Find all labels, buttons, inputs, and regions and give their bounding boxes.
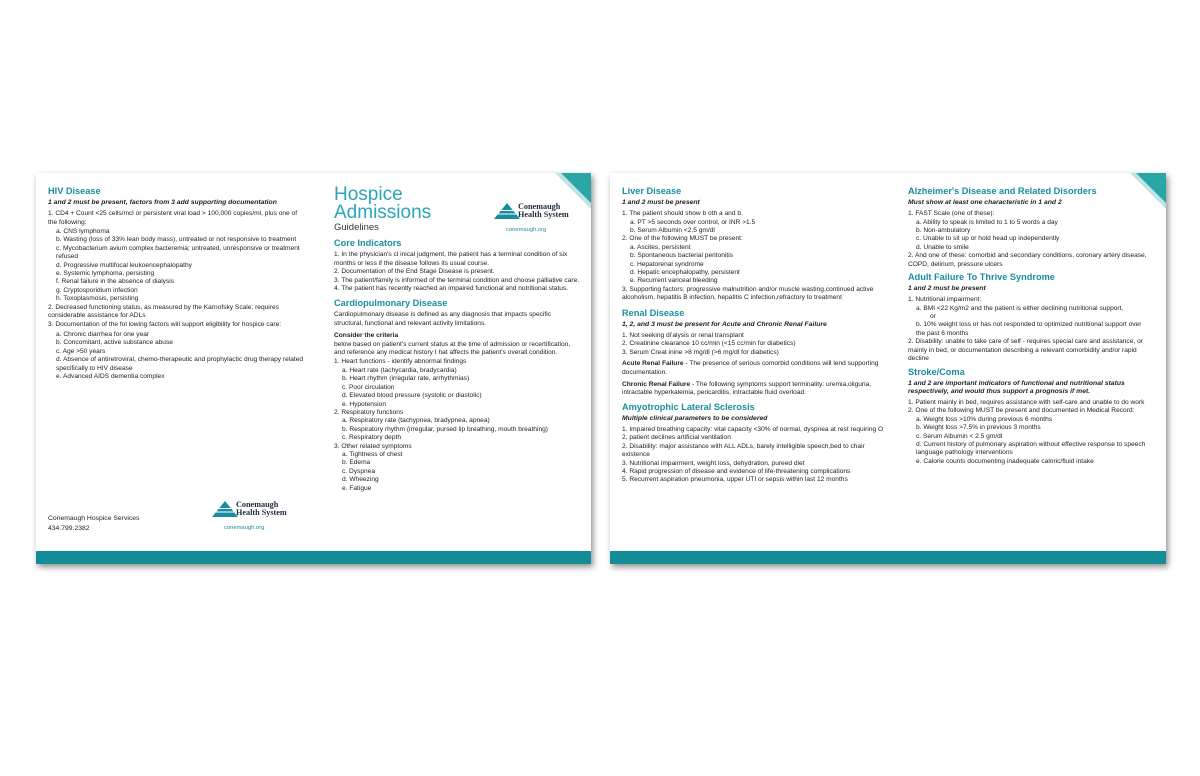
list-item: 5. Recurrent aspiration pneumonia, upper UTI or sepsis within last 12 months	[622, 476, 848, 484]
logo-header	[494, 201, 584, 237]
stroke-item-2-subs	[908, 416, 1148, 466]
list-item: b. Spontaneous bacterial peritonitis	[630, 252, 734, 260]
stroke-item-1: 1. Patient mainly in bed, requires assistance with self-care and unable to do work	[908, 398, 1145, 406]
cardio-intro: Cardiopulmonary disease is defined as any diagnosis that impacts specific structural, functional and relevant activity limitations.	[334, 311, 551, 327]
list-item: f. Renal failure in the absence of dialysis	[56, 278, 175, 286]
card-front	[36, 173, 591, 564]
list-item: c. Unable to sit up or hold head up independently	[916, 235, 1060, 243]
list-item: b. Non-ambulatory	[916, 227, 971, 235]
aft-subtitle: 1 and 2 must be present	[908, 285, 986, 293]
renal-acute-label: Acute Renal Failure	[622, 360, 684, 368]
list-item: b. Concomitant, active substance abuse	[56, 339, 173, 347]
list-item: a. Ascites, persistent	[630, 243, 691, 251]
list-item: g. Cryptosporidium infection	[56, 286, 138, 294]
list-item: d. Current history of pulmonary aspiration without effective response to speech language pathology interventions	[916, 440, 1146, 457]
footer-contact	[48, 514, 139, 534]
list-item: c. Dyspnea	[342, 467, 375, 475]
alz-item-2: 2. And one of these: comorbid and secondary conditions, coronary artery disease, COPD, delirium, pressure ulcers	[908, 252, 1147, 268]
alz-subtitle: Must show at least one characteristic in 1 and 2	[908, 199, 1062, 206]
aft-item-2: 2. Disability: unable to take care of self - requires special care and assistance, or mainly in bed, or documentation describing a relevant comorbidity and/or rapid decline	[908, 338, 1143, 363]
alz-item-1: 1. FAST Scale (one of these):	[908, 210, 995, 218]
list-item: e. Hypotension	[342, 400, 386, 408]
list-item: e. Advanced AIDS dementia complex	[56, 372, 165, 380]
list-item: 4. The patient has recently reached an impaired functional and nutritional status.	[334, 285, 569, 293]
list-item: c. Poor circulation	[342, 383, 395, 391]
renal-chronic-text: - The following symptoms support terminality: uremia,oliguria, intractable hyperkalemia, pericarditis, intractable fluid overload.	[622, 380, 872, 397]
list-item: e. Recurrent variceal bleeding	[630, 277, 718, 285]
list-item: 2. Documentation of the End Stage Disease is present.	[334, 268, 495, 276]
stroke-title: Stroke/Coma	[908, 366, 965, 377]
aft-item-1: 1. Nutritional impairment:	[908, 296, 982, 304]
hiv-item-3: 3. Documentation of the fol lowing factors will support eligibility for hospice care:	[48, 321, 282, 329]
alz-title: Alzheimer's Disease and Related Disorders	[908, 186, 1097, 196]
liver-item-1: 1. The patient should show b oth a and b.	[622, 210, 743, 218]
bottom-bar	[36, 551, 591, 564]
renal-chronic	[622, 381, 884, 398]
cardio-item-3-subs	[334, 451, 580, 493]
als-items	[622, 426, 884, 485]
list-item: 4. Rapid progression of disease and evidence of life-threatening complications	[622, 467, 851, 475]
logo-url[interactable]: conemaugh.org	[224, 525, 265, 531]
list-item: d. Hepatic encephalopathy, persistent	[630, 269, 740, 277]
liver-item-3: 3. Supporting factors: progressive malnutrition and/or muscle wasting,continued active alcoholism, hepatitis B infection, hepatitis C infection,refractory to treatment	[622, 285, 874, 302]
cardio-title: Cardiopulmonary Disease	[334, 298, 448, 309]
list-item: a. Heart rate (tachycardia, bradycardia)	[342, 366, 457, 374]
title-line1: Hospice	[334, 184, 403, 205]
hiv-section	[48, 186, 304, 381]
list-item: d. Unable to smile	[916, 243, 969, 251]
list-item: a. Tightness of chest	[342, 450, 403, 458]
liver-item-2: 2. One of the following MUST be present:	[622, 235, 743, 243]
alz-item-1-subs	[908, 219, 1148, 253]
right-left-column	[622, 186, 884, 485]
cardio-item-1: 1. Heart functions - identify abnormal findings	[334, 358, 467, 366]
list-item: b. Edema	[342, 459, 371, 467]
cardio-criteria-label: Consider the criteria	[334, 332, 399, 340]
list-item: a. Chronic diarrhea for one year	[56, 330, 150, 338]
list-item: b. Wasting (loss of 33% lean body mass), untreated or not responsive to treatment	[56, 236, 297, 244]
list-item: 1. Not seeking di'alysis or renal transplant	[622, 331, 744, 339]
list-item: c. Hepatorenal syndrome	[630, 260, 704, 268]
list-item: 1. In the physician's cl inical judgment, the patient has a terminal condition of six months or less if the disease follows its usual course.	[334, 251, 568, 267]
list-item: c. Respiratory depth	[342, 434, 402, 442]
list-item: a. BMI <22 Kg/m2 and the patient is either declining nutritional support,	[916, 304, 1124, 312]
list-item: b. Weight loss >7.5% in previous 3 months	[916, 424, 1041, 432]
als-subtitle: Multiple clinical parameters to be considered	[622, 414, 768, 422]
hiv-item-3-subs	[48, 331, 304, 381]
list-item: a. Weight loss >10% during previous 6 months	[916, 415, 1053, 423]
cardio-item-1-subs	[334, 367, 580, 409]
footer-phone: 434.799.2382	[48, 525, 90, 532]
hiv-item-1-subs	[48, 228, 304, 304]
cardio-item-2-subs	[334, 417, 580, 442]
list-item: c. Mycobacterium avium complex bacteremia; untreated, unresponsive or treatment refused	[56, 244, 300, 261]
list-item: e. Calorie counts documenting inadequate caloric/fluid intake	[916, 457, 1094, 465]
list-item: e. Fatigue	[342, 484, 372, 492]
renal-acute-text: - The presence of serious comorbid conditions will lend supporting documentation.	[622, 360, 879, 376]
list-item: d. Elevated blood pressure (systolic or diastolic)	[342, 392, 482, 400]
renal-acute	[622, 360, 884, 377]
list-item: d. Wheezing	[342, 476, 379, 484]
list-item: 3. Nutritional impairment, weight loss, dehydration, pureed diet	[622, 459, 805, 467]
list-item: c. Serum Albumin < 2.5 gm/dl	[916, 432, 1003, 440]
renal-items	[622, 332, 884, 357]
logo-name	[518, 203, 569, 220]
list-item: d. Absence of antiretroviral, chemo-therapeutic and prophylactic drug therapy related specifically to HIV disease	[56, 356, 304, 372]
stroke-item-2: 2. One of the following MUST be present and documented in Medical Record:	[908, 407, 1135, 415]
list-item: b. Serum Albumin <2.5 gm/dl	[630, 227, 715, 235]
list-item: b. 10% weight loss or has not responded to optimized nutritional support over the past 6 months	[916, 321, 1142, 337]
cardio-criteria-text: below based on patient's current status at the time of admission or recertification, and reference any medical history t hat affects the patient's overall condition.	[334, 340, 571, 357]
hiv-subtitle: 1 and 2 must be present, factors from 3 add supporting documentation	[48, 199, 277, 206]
list-item: e. Systemic lymphoma, persisting	[56, 270, 155, 278]
liver-item-2-subs	[622, 244, 884, 286]
bottom-bar	[610, 551, 1166, 564]
liver-item-1-subs	[622, 219, 884, 236]
right-right-column	[908, 186, 1148, 466]
core-title: Core Indicators	[334, 238, 402, 249]
logo-mountain-icon	[494, 203, 520, 219]
list-item: 1. Impaired breathing capacity: vital capacity <30% of normal, dyspnea at rest requiring O 2, patient declines artificial ventilation	[622, 425, 884, 442]
title-guidelines: Guidelines	[334, 222, 379, 233]
logo-name-line1: Conemaugh	[518, 202, 561, 211]
list-item: b. Respiratory rhythm (irregular, pursed lip breathing, mouth breathing)	[342, 425, 548, 433]
logo-mountain-icon	[212, 501, 238, 517]
footer-org: Conemaugh Hospice Services	[48, 515, 140, 522]
logo-name	[236, 501, 287, 518]
als-title: Amyotrophic Lateral Sclerosis	[622, 401, 755, 412]
cardio-item-3: 3. Other related symptoms	[334, 442, 412, 450]
list-item: 2. Disability: major assistance with ALL ADLs, barely intelligible speech,bed to chair existence	[622, 442, 865, 459]
cardio-item-2: 2. Respiratory functions	[334, 408, 404, 416]
hiv-title: HIV Disease	[48, 186, 101, 196]
list-item: h. Toxoplasmosis, persisting	[56, 295, 139, 303]
logo-name-line2: Health System	[236, 508, 287, 518]
aft-item-1-subs	[908, 305, 1148, 339]
list-item: a. CNS lymphoma	[56, 228, 110, 236]
logo-name-line2: Health System	[518, 210, 569, 220]
liver-subtitle: 1 and 2 must be present	[622, 199, 700, 206]
renal-subtitle: 1, 2, and 3 must be present for Acute and Chronic Renal Failure	[622, 320, 827, 328]
list-item: a. Ability to speak is limited to 1 to 5 words a day	[916, 218, 1058, 226]
title-line2: Admissions	[334, 202, 432, 223]
logo-url[interactable]: conemaugh.org	[506, 227, 547, 233]
hiv-item-1: 1. CD4 + Count <25 cells/mcl or persistent viral load > 100,000 copies/ml, plus one of the following:	[48, 210, 298, 226]
list-item: 3. Serum Creat inine >8 mg/dl (>6 mg/dl for diabetics)	[622, 348, 779, 356]
list-item: a. Respiratory rate (tachypnea, bradypnea, apnea)	[342, 417, 490, 425]
core-items	[334, 251, 580, 293]
stroke-subtitle: 1 and 2 are important indicators of functional and nutritional status respectively, and would thus support a prognosis if met.	[908, 379, 1125, 395]
renal-chronic-label: Chronic Renal Failure	[622, 380, 691, 388]
list-item: or	[930, 313, 936, 321]
list-item: c. Age >50 years	[56, 347, 106, 355]
logo-name-line1: Conemaugh	[236, 500, 279, 509]
liver-title: Liver Disease	[622, 186, 682, 196]
hiv-item-2: 2. Decreased functioning status, as measured by the Karnofsky Scale; requires considerable assistance for ADLs	[48, 303, 279, 320]
card-back	[610, 173, 1166, 564]
list-item: b. Heart rhythm (irregular rate, arrhythmias)	[342, 375, 470, 383]
logo-footer	[212, 499, 302, 535]
list-item: a. PT >5 seconds over control, or INR >1.5	[630, 218, 756, 226]
list-item: 3. The patient/family is informed of the terminal condition and choose palliative care.	[334, 276, 580, 284]
list-item: 2. Creatinine clearance 10 cc/min (<15 cc/min for diabetics)	[622, 340, 796, 348]
list-item: d. Progressive multifocal leukoencephalopathy	[56, 261, 192, 269]
aft-title: Adult Failure To Thrive Syndrome	[908, 272, 1055, 283]
renal-title: Renal Disease	[622, 307, 685, 318]
